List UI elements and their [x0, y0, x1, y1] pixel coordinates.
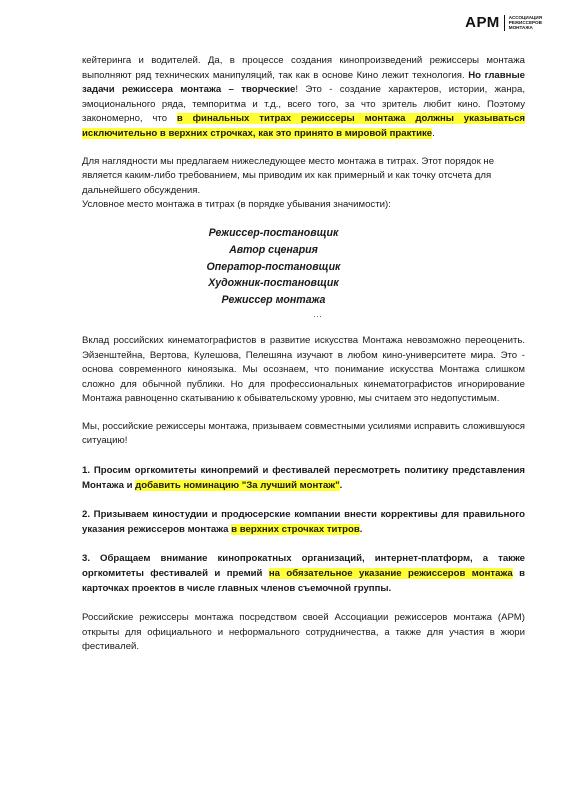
point-1: [82, 464, 525, 493]
paragraph-appeal: Мы, российские режиссеры монтажа, призываем совместными усилиями исправить сложившуюся ситуацию!: [82, 420, 525, 447]
logo-mark: АРМ: [465, 14, 500, 31]
text-segment: Для наглядности мы предлагаем нижеследующее место монтажа в титрах. Этот порядок не является каким-либо требованием, мы приводим их как примерный и как точку отсчета для дальнейшего обсуждения.: [82, 155, 495, 196]
paragraph-cooperation: Российские режиссеры монтажа посредством своей Ассоциации режиссеров монтажа (АРМ) открыты для официального и неформального сотрудничества, а также для участия в жюри фестивалей.: [82, 612, 525, 653]
logo-caption-line3: МОНТАЖА: [508, 25, 533, 30]
credit-item: Режиссер-постановщик: [208, 226, 339, 239]
text-segment: кейтеринга и водителей. Да, в процессе создания кинопроизведений режиссеры монтажа выполняют ряд технических манипуляций, так как в основе Кино лежит технология.: [82, 55, 525, 81]
logo-divider: [504, 15, 505, 31]
text-segment: .: [359, 523, 363, 535]
logo-caption: [509, 15, 542, 30]
text-segment: Условное место монтажа в титрах (в порядке убывания значимости):: [82, 199, 391, 211]
logo-caption-line2: РЕЖИССЕРОВ: [508, 20, 542, 25]
credit-item: Художник-постановщик: [208, 277, 339, 290]
logo-caption-line1: АССОЦИАЦИЯ: [508, 15, 542, 20]
paragraph-titles-order: [82, 155, 525, 213]
text-segment: в карточках проектов в числе главных членов съемочной группы.: [82, 568, 525, 594]
document-body: [82, 54, 525, 655]
text-segment: 3. Обращаем внимание кинопрокатных организаций, интернет-платформ, а также оргкомитеты фестивалей и премий: [82, 553, 525, 580]
paragraph-creative-tasks: [82, 54, 525, 142]
point-3: [82, 552, 525, 596]
text-segment: 1. Просим оргкомитеты кинопремий и фестивалей пересмотреть политику представления Монтажа и: [82, 465, 525, 491]
bold-statement: Но главные задачи режиссера монтажа – творческие: [82, 69, 525, 96]
credits-order-list: [82, 225, 525, 309]
credits-ellipsis: …: [312, 308, 323, 320]
highlighted-statement: на обязательное указание режиссеров монтажа: [268, 568, 513, 580]
text-segment: 2. Призываем киностудии и продюсерские компании внести коррективы для правильного указания режиссеров монтажа: [82, 509, 525, 535]
point-2: [82, 508, 525, 537]
credit-item: Оператор-постановщик: [206, 260, 341, 273]
arm-logo: [465, 14, 542, 31]
credit-item: Автор сценария: [229, 243, 318, 256]
text-segment: .: [339, 479, 343, 491]
text-segment: .: [432, 127, 435, 139]
highlighted-statement: добавить номинацию "За лучший монтаж": [135, 479, 340, 491]
text-segment: ! Это - создание характеров, истории, жанра, эмоционального ряда, темпоритма и т.д., всего того, за что зритель любит кино. Поэтому закономерно, что: [82, 84, 525, 125]
paragraph-montage-contribution: Вклад российских кинематографистов в развитие искусства Монтажа невозможно переоценить. Эйзенштейна, Вертова, Кулешова, Пелешяна изучают в любом кино-университете мира. Это - основа современного киноязыка. Мы осознаем, что понимание искусства Монтажа слишком сложно для обычной публики. Но для профессиональных кинематографистов игнорирование Монтажа равноценно скатыванию к обывательскому уровню, мы считаем это недопустимым.: [82, 334, 525, 405]
highlighted-statement: в верхних строчках титров: [231, 523, 360, 535]
credit-item: Режиссер монтажа: [221, 294, 326, 307]
highlighted-statement: в финальных титрах режиссеры монтажа должны указываться исключительно в верхних строчках, как это принято в мировой практике: [82, 113, 526, 139]
